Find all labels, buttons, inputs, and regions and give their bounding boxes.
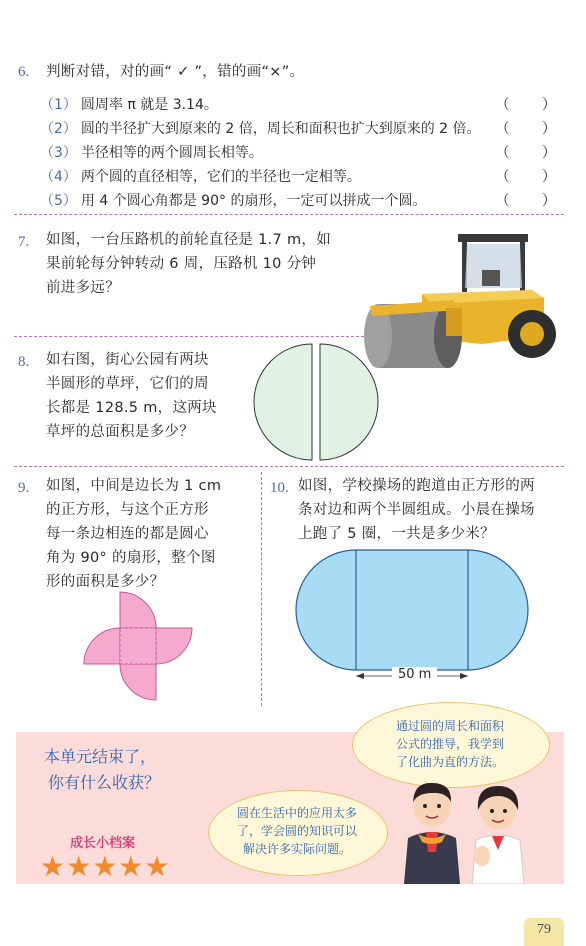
center-square <box>120 628 156 664</box>
semicircle-lawns-figure <box>252 342 382 462</box>
q6-item-3-answer[interactable]: （ ） <box>495 145 570 161</box>
right-sector <box>156 628 192 664</box>
q9-line-5: 形的面积是多少？ <box>46 574 165 590</box>
q6-prompt: 判断对错，对的画“ ✓ ”，错的画“×”。 <box>46 64 305 80</box>
q6-item-3 <box>40 142 570 166</box>
q6-item-4-text: 两个圆的直径相等，它们的半径也一定相等。 <box>80 169 361 185</box>
q6-item-4 <box>40 166 570 190</box>
page-number: 79 <box>537 922 551 937</box>
q10-line-3: 上跑了 5 圈，一共是多少米？ <box>298 526 495 542</box>
left-semicircle-lawn <box>254 344 312 460</box>
q8-line-3: 长都是 128.5 m，这两块 <box>46 400 217 416</box>
track-dimension-label: 50 m <box>392 667 437 682</box>
right-semicircle-lawn <box>320 344 378 460</box>
left-sector <box>84 628 120 664</box>
q6-item-1-text: 圆周率 π 就是 3.14。 <box>80 97 218 113</box>
road-roller-image <box>362 226 562 376</box>
roller-cab-roof <box>458 234 528 242</box>
q6-item-5-answer[interactable]: （ ） <box>495 193 570 209</box>
q6-items <box>40 94 570 214</box>
bubble-left-line-1: 圆在生活中的应用太多 <box>236 806 357 820</box>
q8-line-2: 半圆形的草坪，它们的周 <box>46 376 209 392</box>
divider-q7 <box>14 336 364 337</box>
q10-number: 10. <box>270 480 289 496</box>
q7-line-3: 前进多远？ <box>46 280 120 296</box>
q6-item-5-number: （5） <box>40 193 77 209</box>
q6-number: 6. <box>18 64 30 80</box>
q6-item-4-answer[interactable]: （ ） <box>495 169 570 185</box>
children-illustration <box>392 776 542 884</box>
q9-line-2: 的正方形，与这个正方形 <box>46 502 209 518</box>
q10-line-1: 如图，学校操场的跑道由正方形的两 <box>298 478 535 494</box>
q7-line-2: 果前轮每分钟转动 6 周，压路机 10 分钟 <box>46 256 317 272</box>
q8-text <box>46 348 256 444</box>
q6-item-2-text: 圆的半径扩大到原来的 2 倍，周长和面积也扩大到原来的 2 倍。 <box>80 121 481 137</box>
running-track-figure <box>294 548 530 684</box>
q6-item-1-number: （1） <box>40 97 77 113</box>
q6-item-2-number: （2） <box>40 121 77 137</box>
q6-item-5-text: 用 4 个圆心角都是 90° 的扇形，一定可以拼成一个圆。 <box>80 193 427 209</box>
pinwheel-figure <box>80 590 200 706</box>
bottom-sector <box>120 664 156 700</box>
q6-item-1-answer[interactable]: （ ） <box>495 97 570 113</box>
q9-line-3: 每一条边相连的都是圆心 <box>46 526 209 542</box>
q6-item-5 <box>40 190 570 214</box>
summary-question-line-2: 你有什么收获？ <box>48 773 161 792</box>
q8-line-4: 草坪的总面积是多少？ <box>46 424 194 440</box>
divider-q9-q10 <box>261 472 262 706</box>
q6-item-3-number: （3） <box>40 145 77 161</box>
speech-bubble-right-text <box>374 717 526 771</box>
rating-stars: ★★★★★ <box>40 850 171 883</box>
q6-item-3-text: 半径相等的两个圆周长相等。 <box>80 145 263 161</box>
divider-q6 <box>14 214 564 215</box>
q6-item-2 <box>40 118 570 142</box>
track-outline <box>296 550 528 670</box>
summary-question-line-1: 本单元结束了， <box>44 747 157 766</box>
q7-text <box>46 228 366 300</box>
q6-item-1 <box>40 94 570 118</box>
q7-number: 7. <box>18 234 30 250</box>
q9-line-1: 如图，中间是边长为 1 cm <box>46 478 222 494</box>
girl-figure <box>472 786 524 884</box>
divider-q8 <box>14 466 564 467</box>
q6-item-2-answer[interactable]: （ ） <box>495 121 570 137</box>
q8-line-1: 如右图，街心公园有两块 <box>46 352 209 368</box>
bubble-right-line-3: 了化曲为直的方法。 <box>395 755 504 769</box>
top-sector <box>120 592 156 628</box>
q6-item-4-number: （4） <box>40 169 77 185</box>
q7-line-1: 如图，一台压路机的前轮直径是 1.7 m，如 <box>46 232 332 248</box>
q9-number: 9. <box>18 480 30 496</box>
bubble-left-line-3: 解决许多实际问题。 <box>242 842 351 856</box>
q9-text <box>46 474 258 594</box>
bubble-right-line-2: 公式的推导，我学到 <box>395 737 504 751</box>
bubble-right-line-1: 通过圆的周长和面积 <box>395 719 504 733</box>
summary-question <box>44 744 160 796</box>
bubble-left-line-2: 了，学会圆的知识可以 <box>236 824 357 838</box>
q8-number: 8. <box>18 354 30 370</box>
boy-figure <box>404 783 460 884</box>
growth-archive-label: 成长小档案 <box>70 836 136 851</box>
q9-line-4: 角为 90° 的扇形，整个图 <box>46 550 216 566</box>
q10-text <box>298 474 570 546</box>
speech-bubble-left-text <box>222 804 372 858</box>
q10-line-2: 条对边和两个半圆组成。小晨在操场 <box>298 502 535 518</box>
